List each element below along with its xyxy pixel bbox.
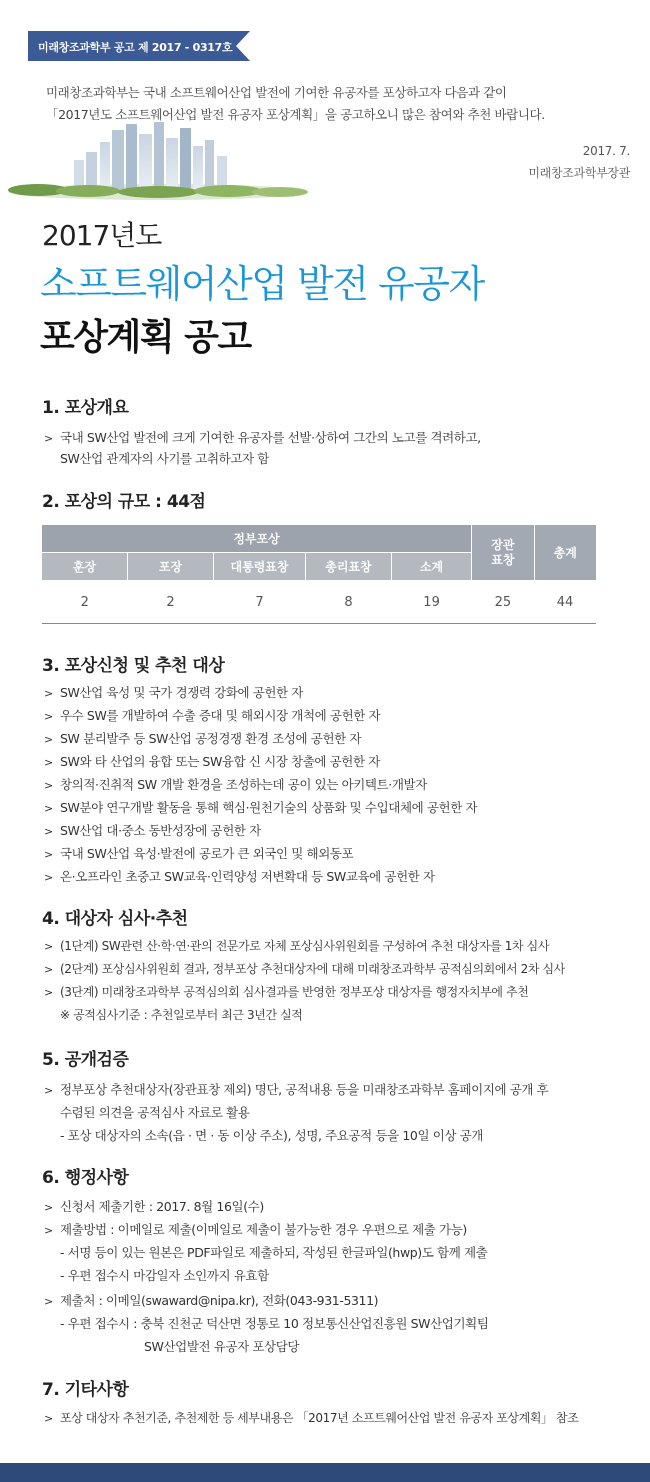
issue-date: 2017. 7.	[582, 144, 630, 158]
submission-deadline: 신청서 제출기한 : 2017. 8월 16일(수)	[60, 1199, 264, 1214]
chevron-right-icon: >	[44, 710, 53, 723]
list-item-text: 포상 대상자 추천기준, 추천제한 등 세부내용은 「2017년 소프트웨어산업 발전 유공자 포상계획」 참조	[60, 1411, 579, 1425]
chevron-right-icon: >	[44, 986, 53, 999]
submission-contact-sub-2: SW산업발전 유공자 포상담당	[144, 1339, 300, 1354]
chevron-right-icon: >	[44, 1084, 53, 1097]
table-header-total: 총계	[534, 525, 596, 581]
chevron-right-icon: >	[44, 871, 53, 884]
section-4-note: ※ 공적심사기준 : 추천일로부터 최근 3년간 실적	[60, 1008, 303, 1022]
title-year: 2017년도	[42, 219, 162, 252]
list-item-text: SW 분리발주 등 SW산업 공정경쟁 환경 조성에 공헌한 자	[60, 731, 362, 746]
submission-method: 제출방법 : 이메일로 제출(이메일로 제출이 불가능한 경우 우편으로 제출 가능)	[60, 1222, 467, 1237]
section-2-heading: 2. 포상의 규모 : 44점	[42, 492, 206, 512]
list-item	[44, 867, 435, 885]
list-item-text: 창의적·진취적 SW 개발 환경을 조성하는데 공이 있는 아키텍트·개발자	[60, 777, 427, 792]
list-item	[44, 1220, 467, 1238]
list-item	[44, 752, 380, 770]
list-item-text: 온·오프라인 초중고 SW교육·인력양성 저변확대 등 SW교육에 공헌한 자	[60, 869, 435, 884]
list-item	[44, 821, 261, 839]
chevron-right-icon: >	[44, 825, 53, 838]
list-item	[44, 960, 565, 977]
chevron-right-icon: >	[44, 1224, 53, 1237]
title-sub: 포상계획 공고	[40, 317, 251, 358]
section-5-item	[44, 1080, 548, 1098]
notice-number: 미래창조과학부 공고 제 2017 - 0317호	[38, 41, 233, 54]
city-skyline-illustration	[8, 120, 308, 200]
chevron-right-icon: >	[44, 432, 53, 445]
section-5-heading: 5. 공개검증	[42, 1050, 129, 1070]
list-item-text: (3단계) 미래창조과학부 공적심의회 심사결과를 반영한 정부포상 대상자를 행정자치부에 추천	[60, 985, 529, 999]
list-item-text: 우수 SW를 개발하여 수출 증대 및 해외시장 개척에 공헌한 자	[60, 708, 381, 723]
list-item	[44, 844, 353, 862]
list-item	[44, 983, 528, 1000]
section-5-item-line-1: 정부포상 추천대상자(장관표창 제외) 명단, 공적내용 등을 미래창조과학부 홈페이지에 공개 후	[60, 1082, 549, 1097]
issuer: 미래창조과학부장관	[528, 166, 630, 180]
list-item-text: 국내 SW산업 육성·발전에 공로가 큰 외국인 및 해외동포	[60, 846, 354, 861]
chevron-right-icon: >	[44, 963, 53, 976]
section-6-heading: 6. 행정사항	[42, 1168, 129, 1188]
chevron-right-icon: >	[44, 756, 53, 769]
table-row	[42, 581, 596, 624]
chevron-right-icon: >	[44, 1412, 53, 1425]
table-cell: 44	[534, 581, 596, 624]
table-header-president: 대통령표창	[214, 553, 306, 581]
table-cell: 19	[391, 581, 471, 624]
award-scale-table	[42, 525, 596, 624]
list-item-text: SW와 타 산업의 융합 또는 SW융합 신 시장 창출에 공헌한 자	[60, 754, 380, 769]
list-item-text: (1단계) SW관련 산·학·연·관의 전문가로 자체 포상심사위원회를 구성하여 추천 대상자를 1차 심사	[60, 939, 550, 953]
table-cell: 2	[128, 581, 214, 624]
table-cell: 25	[472, 581, 534, 624]
intro-line-2: 「2017년도 소프트웨어산업 발전 유공자 포상계획」을 공고하오니 많은 참여와 추천 바랍니다.	[46, 107, 545, 122]
title-main: 소프트웨어산업 발전 유공자	[40, 262, 484, 306]
chevron-right-icon: >	[44, 802, 53, 815]
table-header-subtotal: 소계	[391, 553, 471, 581]
list-item	[44, 775, 427, 793]
list-item-text: SW산업 육성 및 국가 경쟁력 강화에 공헌한 자	[60, 685, 303, 700]
list-item	[44, 798, 477, 816]
chevron-right-icon: >	[44, 940, 53, 953]
section-1-heading: 1. 포상개요	[42, 398, 129, 418]
section-1-item	[44, 428, 481, 446]
chevron-right-icon: >	[44, 733, 53, 746]
issue-info	[528, 140, 630, 184]
chevron-right-icon: >	[44, 848, 53, 861]
intro-line-1: 미래창조과학부는 국내 소프트웨어산업 발전에 기여한 유공자를 포상하고자 다음과 같이	[46, 85, 507, 100]
table-cell: 7	[214, 581, 306, 624]
table-header-prime-minister: 총리표창	[305, 553, 391, 581]
submission-method-sub-1: - 서명 등이 있는 원본은 PDF파일로 제출하되, 작성된 한글파일(hwp)도 함께 제출	[60, 1245, 488, 1260]
section-3-heading: 3. 포상신청 및 추천 대상	[42, 656, 225, 676]
table-header-medal: 훈장	[42, 553, 128, 581]
section-7-heading: 7. 기타사항	[42, 1380, 129, 1400]
section-1-item-line-1: 국내 SW산업 발전에 크게 기여한 유공자를 선발·상하여 그간의 노고를 격려하고,	[60, 430, 481, 445]
table-header-minister: 장관 표창	[472, 525, 534, 581]
list-item	[44, 1197, 264, 1215]
list-item-text: SW산업 대·중소 동반성장에 공헌한 자	[60, 823, 261, 838]
notice-number-badge	[28, 31, 250, 61]
submission-contact-sub-1: - 우편 접수시 : 충북 진천군 덕산면 정통로 10 정보통신산업진흥원 SW산업기획팀	[60, 1316, 489, 1331]
submission-method-sub-2: - 우편 접수시 마감일자 소인까지 유효함	[60, 1268, 269, 1283]
section-1-item-line-2: SW산업 관계자의 사기를 고취하고자 함	[60, 451, 269, 466]
table-cell: 2	[42, 581, 128, 624]
list-item	[44, 1291, 378, 1309]
list-item	[44, 729, 361, 747]
section-5-item-line-3: - 포상 대상자의 소속(읍 · 면 · 동 이상 주소), 성명, 주요공적 등을 10일 이상 공개	[60, 1128, 483, 1143]
list-item	[44, 706, 380, 724]
submission-contact: 제출처 : 이메일(swaward@nipa.kr), 전화(043-931-5311)	[60, 1293, 379, 1308]
chevron-right-icon: >	[44, 779, 53, 792]
chevron-right-icon: >	[44, 687, 53, 700]
table-header-government: 정부포상	[42, 525, 472, 553]
list-item-text: (2단계) 포상심사위원회 결과, 정부포상 추천대상자에 대해 미래창조과학부 공적심의회에서 2차 심사	[60, 962, 565, 976]
section-4-heading: 4. 대상자 심사·추천	[42, 909, 188, 929]
section-5-item-line-2: 수렴된 의견을 공적심사 자료로 활용	[60, 1105, 250, 1120]
list-item-text: SW분야 연구개발 활동을 통해 핵심·원천기술의 상품화 및 수입대체에 공헌한 자	[60, 800, 478, 815]
footer-bar	[0, 1463, 650, 1482]
table-cell: 8	[305, 581, 391, 624]
chevron-right-icon: >	[44, 1201, 53, 1214]
list-item	[44, 1409, 578, 1426]
chevron-right-icon: >	[44, 1295, 53, 1308]
list-item	[44, 937, 549, 954]
list-item	[44, 683, 303, 701]
table-header-decoration: 포장	[128, 553, 214, 581]
